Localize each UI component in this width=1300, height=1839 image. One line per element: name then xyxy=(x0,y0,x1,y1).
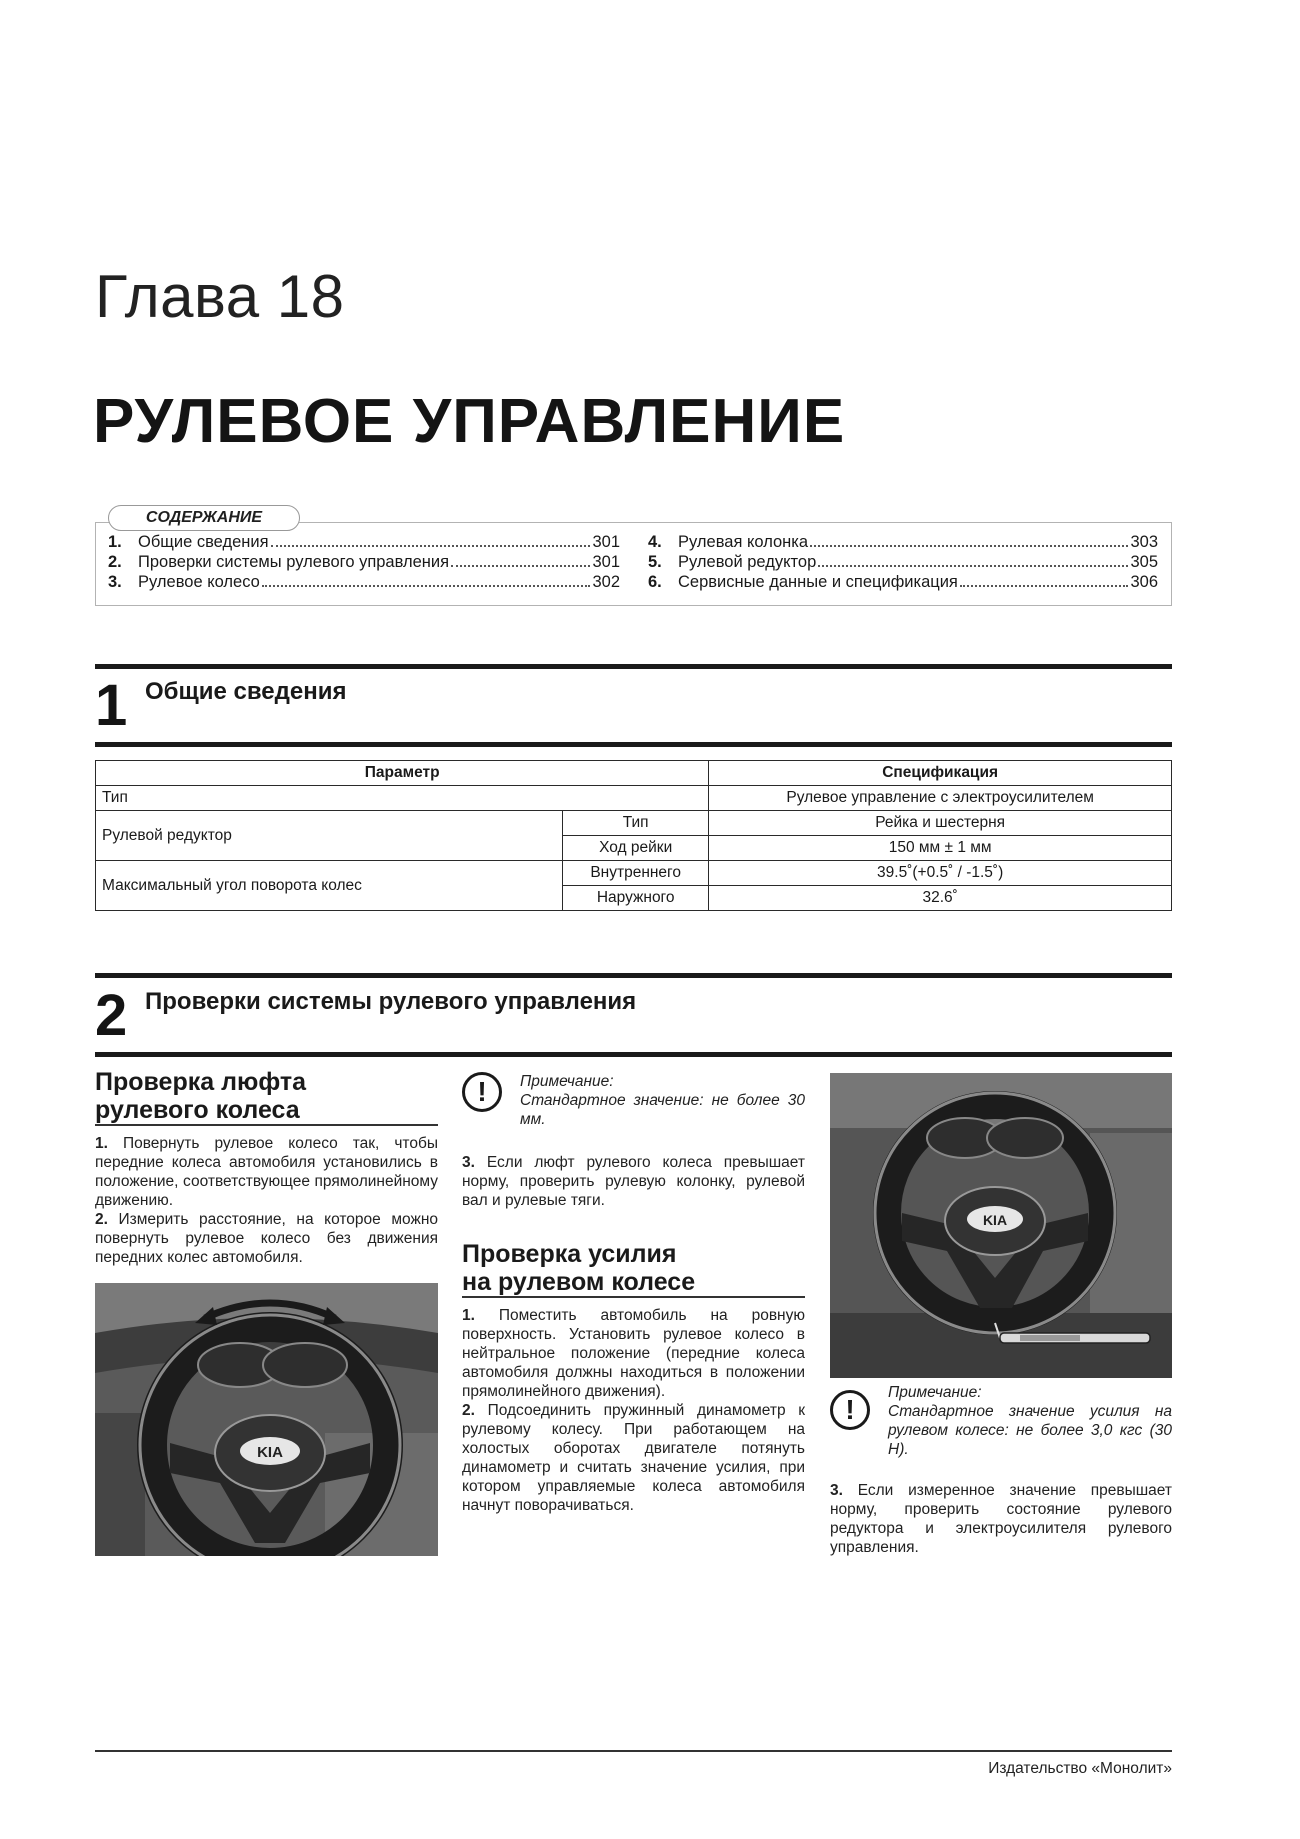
note-1 xyxy=(520,1072,805,1129)
step-number: 1. xyxy=(462,1307,475,1324)
table-row xyxy=(96,861,1172,886)
section-rule xyxy=(95,664,1172,669)
footer-rule xyxy=(95,1750,1172,1752)
table-cell: 32.6˚ xyxy=(709,886,1172,911)
subsection-title-line: Проверка люфта xyxy=(95,1068,307,1096)
toc-item[interactable] xyxy=(648,572,1158,592)
table-cell: 150 мм ± 1 мм xyxy=(709,836,1172,861)
toc-item-page: 302 xyxy=(592,573,620,591)
table-cell: Ход рейки xyxy=(563,836,709,861)
toc-item-num: 5. xyxy=(648,553,662,571)
step-number: 1. xyxy=(95,1135,108,1152)
subsection-play-title xyxy=(95,1068,435,1124)
play-step-3 xyxy=(462,1153,805,1210)
table-cell: Рулевой редуктор xyxy=(96,811,563,861)
table-header-param: Параметр xyxy=(96,761,709,786)
chapter-title: РУЛЕВОЕ УПРАВЛЕНИЕ xyxy=(93,387,846,456)
step-text: Если измеренное значение превышает норму, проверить состояние рулевого редуктора и электроусилителя рулевого управления. xyxy=(830,1482,1172,1556)
toc-item-page: 305 xyxy=(1130,553,1158,571)
note-text: Стандартное значение: не более 30 мм. xyxy=(520,1092,805,1128)
table-row xyxy=(96,786,1172,811)
toc-leader xyxy=(810,532,1128,547)
table-cell: Рейка и шестерня xyxy=(709,811,1172,836)
toc-item-page: 301 xyxy=(592,553,620,571)
table-cell: Тип xyxy=(96,786,709,811)
toc-item-title: Проверки системы рулевого управления xyxy=(138,553,450,571)
toc-item-page: 301 xyxy=(592,533,620,551)
play-steps xyxy=(95,1134,438,1267)
table-cell: 39.5˚(+0.5˚ / -1.5˚) xyxy=(709,861,1172,886)
toc-item-page: 306 xyxy=(1130,573,1158,591)
step-1 xyxy=(462,1306,805,1401)
toc-item-title: Рулевая колонка xyxy=(678,533,809,551)
section-rule xyxy=(95,1052,1172,1057)
step-2 xyxy=(95,1210,438,1267)
section-2-number: 2 xyxy=(95,983,128,1048)
step-text: Подсоединить пружинный динамометр к рулевому колесу. При работающем на холостых оборотах двигателе потянуть динамометр и считать значение усилия, при котором управляемые колеса автомобиля начнут поворачиваться. xyxy=(462,1402,805,1514)
toc-item[interactable] xyxy=(108,532,620,552)
subsection-title-line: на рулевом колесе xyxy=(462,1268,696,1296)
toc-item-num: 4. xyxy=(648,533,662,551)
table-cell: Наружного xyxy=(563,886,709,911)
step-text: Измерить расстояние, на которое можно повернуть рулевое колесо без движения передних колес автомобиля. xyxy=(95,1211,438,1266)
section-1-number: 1 xyxy=(95,673,128,738)
warning-icon: ! xyxy=(462,1072,502,1112)
table-cell: Внутреннего xyxy=(563,861,709,886)
kia-logo: KIA xyxy=(982,1212,1008,1228)
subsection-title-line: Проверка усилия xyxy=(462,1240,677,1268)
toc-leader xyxy=(960,572,1129,587)
subsection-effort-title xyxy=(462,1240,805,1296)
subsection-rule xyxy=(95,1124,438,1126)
toc-right-column xyxy=(648,532,1158,592)
section-rule xyxy=(95,973,1172,978)
toc-item-title: Сервисные данные и спецификация xyxy=(678,573,958,591)
footer-publisher: Издательство «Монолит» xyxy=(988,1760,1172,1777)
toc-item-title: Рулевой редуктор xyxy=(678,553,817,571)
steering-wheel-image xyxy=(95,1283,438,1556)
note-2 xyxy=(888,1383,1172,1459)
step-number: 3. xyxy=(462,1154,475,1171)
toc-leader xyxy=(271,532,591,547)
step-text: Если люфт рулевого колеса превышает норму, проверить рулевую колонку, рулевой вал и рулевые тяги. xyxy=(462,1154,805,1209)
table-row xyxy=(96,811,1172,836)
toc-heading: СОДЕРЖАНИЕ xyxy=(108,505,300,531)
chapter-label: Глава 18 xyxy=(95,263,345,330)
toc-item[interactable] xyxy=(108,572,620,592)
toc-item[interactable] xyxy=(108,552,620,572)
step-number: 2. xyxy=(462,1402,475,1419)
dynamometer-photo xyxy=(830,1073,1172,1378)
section-1-title: Общие сведения xyxy=(145,678,347,705)
steering-wheel-photo xyxy=(95,1283,438,1556)
step-text: Повернуть рулевое колесо так, чтобы передние колеса автомобиля установились в положение, соответствующее прямолинейному движению. xyxy=(95,1135,438,1209)
toc-item[interactable] xyxy=(648,552,1158,572)
toc-item-num: 6. xyxy=(648,573,662,591)
subsection-rule xyxy=(462,1296,805,1298)
effort-step-3 xyxy=(830,1481,1172,1557)
step-1 xyxy=(95,1134,438,1210)
table-header-spec: Спецификация xyxy=(709,761,1172,786)
note-label: Примечание: xyxy=(520,1073,614,1090)
section-2-title: Проверки системы рулевого управления xyxy=(145,988,637,1015)
table-cell: Рулевое управление с электроусилителем xyxy=(709,786,1172,811)
toc-leader xyxy=(262,572,591,587)
toc-item[interactable] xyxy=(648,532,1158,552)
table-cell: Максимальный угол поворота колес xyxy=(96,861,563,911)
step-number: 3. xyxy=(830,1482,843,1499)
kia-logo: KIA xyxy=(257,1444,283,1461)
step-2 xyxy=(462,1401,805,1515)
toc-item-page: 303 xyxy=(1130,533,1158,551)
toc-item-num: 2. xyxy=(108,553,122,571)
table-header-row xyxy=(96,761,1172,786)
toc-leader xyxy=(451,552,590,567)
step-number: 2. xyxy=(95,1211,108,1228)
table-cell: Тип xyxy=(563,811,709,836)
note-text: Стандартное значение усилия на рулевом колесе: не более 3,0 кгс (30 Н). xyxy=(888,1403,1172,1458)
subsection-title-line: рулевого колеса xyxy=(95,1096,300,1124)
toc-item-title: Рулевое колесо xyxy=(138,573,260,591)
toc-item-num: 3. xyxy=(108,573,122,591)
toc-leader xyxy=(818,552,1128,567)
toc-item-num: 1. xyxy=(108,533,122,551)
spec-table xyxy=(95,760,1172,911)
section-rule xyxy=(95,742,1172,747)
warning-icon: ! xyxy=(830,1390,870,1430)
toc-item-title: Общие сведения xyxy=(138,533,269,551)
effort-steps xyxy=(462,1306,805,1515)
step-text: Поместить автомобиль на ровную поверхность. Установить рулевое колесо в нейтральное положение (передние колеса автомобиля должны находиться в положении прямолинейного движения). xyxy=(462,1307,805,1400)
toc-left-column xyxy=(108,532,620,592)
note-label: Примечание: xyxy=(888,1384,982,1401)
dynamometer-image xyxy=(830,1073,1172,1378)
